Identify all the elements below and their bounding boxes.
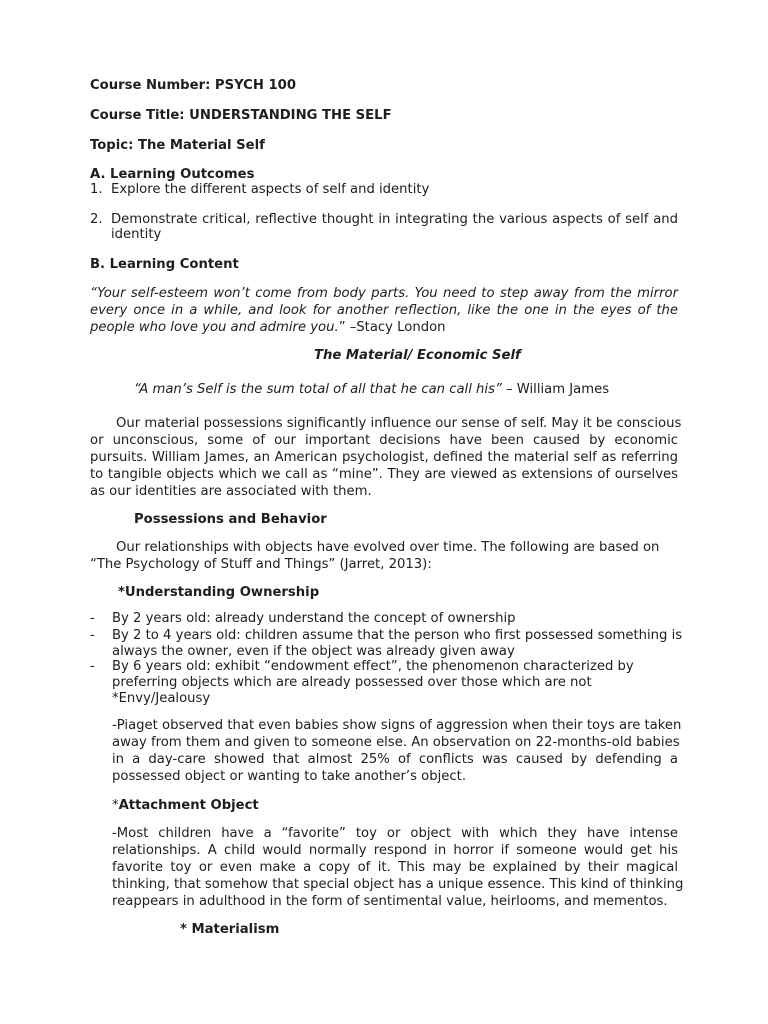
paragraph-line: -Piaget observed that even babies show signs of aggression when their toys are taken	[112, 718, 682, 733]
bullet-text: By 2 to 4 years old: children assume that the person who first possessed something is	[112, 628, 683, 643]
paragraph-line: pursuits. William James, an American psychologist, defined the material self as referring	[90, 450, 678, 465]
paragraph-line: -Most children have a “favorite” toy or object with which they have intense	[112, 826, 678, 841]
paragraph-line: Our relationships with objects have evolved over time. The following are based on	[116, 540, 660, 555]
paragraph-line: Our material possessions significantly influence our sense of self. May it be conscious	[116, 416, 682, 431]
quote-line: “Your self-esteem won’t come from body parts. You need to step away from the mirror	[90, 286, 678, 301]
learning-outcomes-heading: A. Learning Outcomes	[90, 167, 255, 182]
outcome-line: identity	[111, 227, 162, 242]
james-quote-attribution: – William James	[501, 382, 610, 397]
paragraph-line: in a day-care showed that almost 25% of conflicts was caused by defending a	[112, 752, 678, 767]
quote-text: people who love you and admire you.	[90, 320, 339, 335]
paragraph-line: “The Psychology of Stuff and Things” (Jarret, 2013):	[90, 557, 432, 572]
paragraph-line: reappears in adulthood in the form of sentimental value, heirlooms, and mementos.	[112, 894, 668, 909]
bullet-text: preferring objects which are already possessed over those which are not	[112, 675, 592, 690]
outcome-line: Explore the different aspects of self and identity	[111, 182, 430, 197]
section-title-part1: The Material	[314, 348, 408, 363]
envy-label: *Envy/Jealousy	[112, 691, 211, 706]
course-title: Course Title: UNDERSTANDING THE SELF	[90, 108, 392, 123]
outcome-number: 2.	[90, 212, 103, 227]
quote-last-line	[90, 319, 446, 336]
attachment-heading-text: Attachment Object	[118, 798, 259, 813]
course-number: Course Number: PSYCH 100	[90, 78, 297, 93]
paragraph-line: thinking, that somehow that special object has a unique essence. This kind of thinking	[112, 877, 684, 892]
bullet-text: By 6 years old: exhibit “endowment effect”, the phenomenon characterized by	[112, 659, 634, 674]
bullet-dash: -	[90, 611, 95, 626]
paragraph-line: relationships. A child would normally respond in horror if someone would get his	[112, 843, 678, 858]
james-quote-text: “A man’s Self is the sum total of all that he can call his”	[134, 382, 502, 397]
possessions-heading: Possessions and Behavior	[134, 512, 327, 527]
materialism-heading: * Materialism	[180, 922, 280, 937]
attachment-heading	[112, 797, 259, 814]
ownership-heading: *Understanding Ownership	[118, 585, 320, 600]
james-quote	[134, 381, 609, 398]
bullet-text: By 2 years old: already understand the concept of ownership	[112, 611, 516, 626]
section-title	[314, 347, 521, 364]
learning-content-heading: B. Learning Content	[90, 257, 239, 272]
outcome-line: Demonstrate critical, reflective thought in integrating the various aspects of self and	[111, 212, 678, 227]
quote-attribution: ” –Stacy London	[338, 320, 446, 335]
paragraph-line: to tangible objects which we call as “mine”. They are viewed as extensions of ourselves	[90, 467, 678, 482]
section-title-part2: / Economic Self	[407, 348, 521, 363]
paragraph-line: favorite toy or even make a copy of it. This may be explained by their magical	[112, 860, 678, 875]
quote-line: every once in a while, and look for another reflection, like the one in the eyes of the	[90, 303, 678, 318]
bullet-dash: -	[90, 659, 95, 674]
paragraph-line: away from them and given to someone else. An observation on 22-months-old babies	[112, 735, 680, 750]
topic: Topic: The Material Self	[90, 138, 265, 153]
attachment-star: *	[112, 798, 119, 813]
paragraph-line: or unconscious, some of our important decisions have been caused by economic	[90, 433, 678, 448]
paragraph-line: possessed object or wanting to take another’s object.	[112, 769, 467, 784]
bullet-text: always the owner, even if the object was already given away	[112, 644, 515, 659]
paragraph-line: as our identities are associated with them.	[90, 484, 372, 499]
bullet-dash: -	[90, 628, 95, 643]
outcome-number: 1.	[90, 182, 103, 197]
